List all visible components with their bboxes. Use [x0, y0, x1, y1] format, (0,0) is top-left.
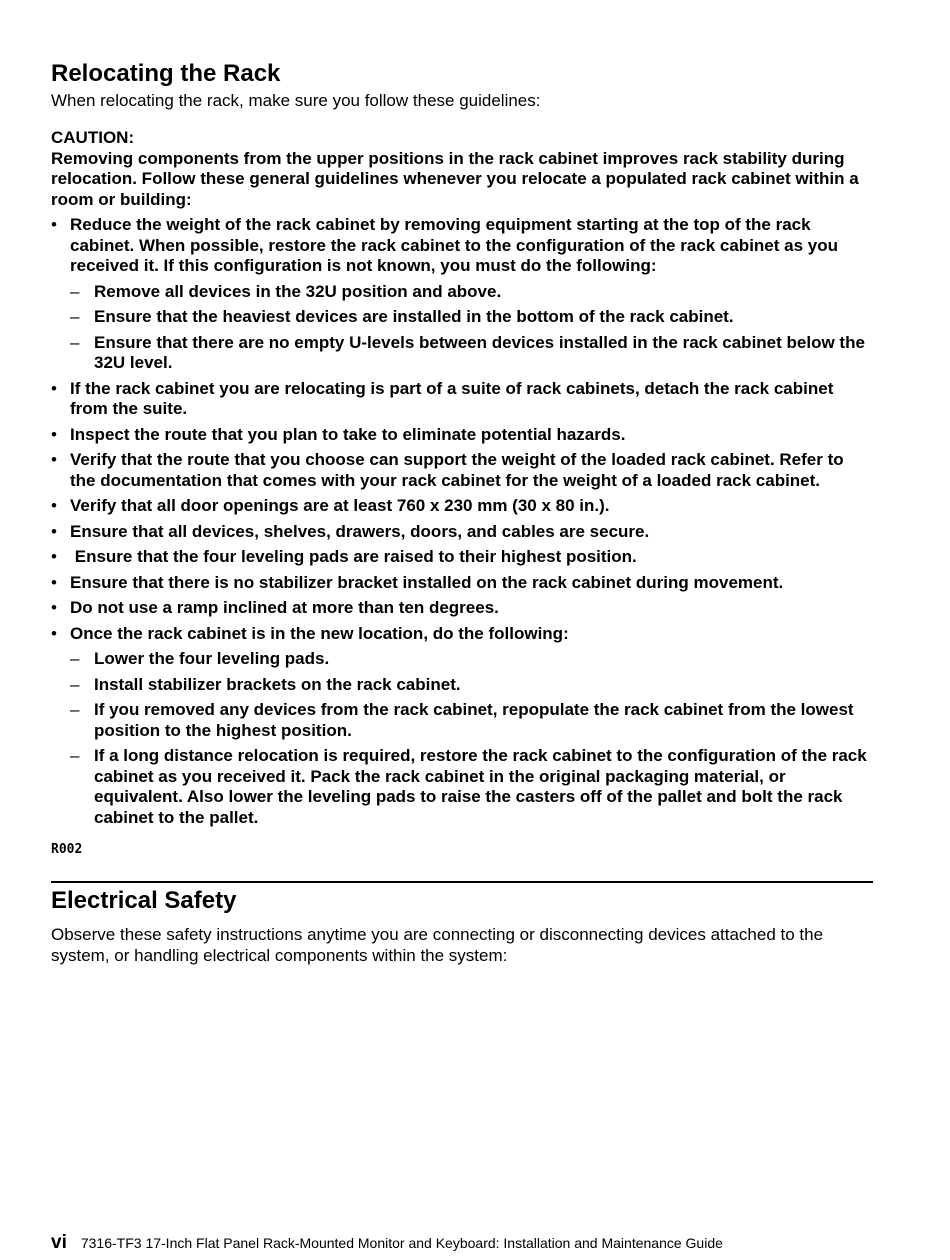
guidelines-list	[51, 215, 873, 828]
list-item-text: Verify that the route that you choose can support the weight of the loaded rack cabinet. Refer to the documentation that comes with your rack cabinet for the weight of a loaded rack cabinet.	[70, 450, 844, 490]
sub-list-item	[51, 746, 873, 828]
document-title: 7316-TF3 17-Inch Flat Panel Rack-Mounted Monitor and Keyboard: Installation and Maintenance Guide	[80, 1235, 723, 1251]
list-item	[51, 215, 873, 374]
list-item-text: Ensure that the four leveling pads are raised to their highest position.	[70, 547, 637, 566]
section-title-electrical-safety: Electrical Safety	[51, 887, 237, 914]
list-item	[51, 624, 873, 829]
relocating-intro: When relocating the rack, make sure you follow these guidelines:	[51, 91, 541, 110]
bullet-marker: •	[51, 215, 57, 234]
dash-marker: –	[70, 700, 80, 719]
sub-list-item	[51, 282, 873, 303]
bullet-marker: •	[51, 496, 57, 515]
list-item-text: Ensure that there is no stabilizer bracket installed on the rack cabinet during movement.	[70, 572, 784, 592]
list-item	[51, 547, 873, 568]
caution-code: R002	[51, 842, 83, 857]
list-item-text: Verify that all door openings are at least 760 x 230 mm (30 x 80 in.).	[70, 496, 610, 515]
bullet-marker: •	[51, 378, 57, 398]
dash-marker: –	[70, 281, 80, 301]
sub-list-item-text: Ensure that there are no empty U-levels between devices installed in the rack cabinet below the 32U level.	[94, 332, 865, 372]
sub-list-item-text: Ensure that the heaviest devices are installed in the bottom of the rack cabinet.	[94, 307, 734, 326]
dash-marker: –	[70, 649, 80, 668]
dash-marker: –	[70, 746, 80, 765]
section-divider	[51, 881, 873, 883]
dash-marker: –	[70, 307, 80, 326]
bullet-marker: •	[51, 623, 57, 643]
list-item	[51, 496, 873, 517]
bullet-marker: •	[51, 598, 57, 617]
caution-label: CAUTION:	[51, 128, 135, 147]
page-content	[51, 58, 873, 966]
bullet-marker: •	[51, 450, 57, 469]
dash-marker: –	[70, 674, 80, 694]
list-item-text: Inspect the route that you plan to take to eliminate potential hazards.	[70, 424, 626, 444]
list-item-text: Ensure that all devices, shelves, drawers, doors, and cables are secure.	[70, 521, 650, 541]
sub-list-item	[51, 333, 873, 374]
section-title-relocating: Relocating the Rack	[51, 60, 281, 87]
bullet-marker: •	[51, 547, 57, 566]
caution-notice	[51, 128, 873, 828]
sub-list-item	[51, 649, 873, 670]
dash-marker: –	[70, 332, 80, 352]
sub-list-item-text: Install stabilizer brackets on the rack cabinet.	[94, 674, 461, 694]
list-item	[51, 379, 873, 420]
list-item	[51, 450, 873, 491]
bullet-marker: •	[51, 521, 57, 541]
list-item-text: Once the rack cabinet is in the new location, do the following:	[70, 623, 569, 643]
page-footer	[51, 1232, 723, 1254]
bullet-marker: •	[51, 572, 57, 592]
sub-list-item	[51, 307, 873, 328]
list-item	[51, 573, 873, 594]
caution-text: Removing components from the upper positions in the rack cabinet improves rack stability during relocation. Follow these general guidelines whenever you relocate a populated rack cabinet within a room or building:	[51, 148, 859, 209]
page-number: vi	[51, 1232, 67, 1253]
list-item	[51, 522, 873, 543]
sub-list	[51, 282, 873, 374]
electrical-safety-intro: Observe these safety instructions anytime you are connecting or disconnecting devices attached to the system, or handling electrical components within the system:	[51, 925, 824, 965]
list-item	[51, 425, 873, 446]
list-item-text: Do not use a ramp inclined at more than ten degrees.	[70, 598, 499, 617]
sub-list-item	[51, 700, 873, 741]
sub-list-item-text: Remove all devices in the 32U position and above.	[94, 281, 502, 301]
sub-list-item	[51, 675, 873, 696]
list-item	[51, 598, 873, 619]
sub-list	[51, 649, 873, 828]
list-item-text: If the rack cabinet you are relocating is part of a suite of rack cabinets, detach the rack cabinet from the suite.	[70, 378, 834, 418]
sub-list-item-text: Lower the four leveling pads.	[94, 649, 330, 668]
bullet-marker: •	[51, 424, 57, 444]
list-item-text: Reduce the weight of the rack cabinet by removing equipment starting at the top of the rack cabinet. When possible, restore the rack cabinet to the configuration of the rack cabinet as you received it. If this configuration is not known, you must do the following:	[70, 215, 838, 275]
sub-list-item-text: If you removed any devices from the rack cabinet, repopulate the rack cabinet from the lowest position to the highest position.	[94, 700, 854, 740]
sub-list-item-text: If a long distance relocation is required, restore the rack cabinet to the configuration of the rack cabinet as you received it. Pack the rack cabinet in the original packaging material, or equivalent. Also lower the leveling pads to raise the casters off of the pallet and bolt the rack cabinet to the pallet.	[94, 746, 867, 827]
